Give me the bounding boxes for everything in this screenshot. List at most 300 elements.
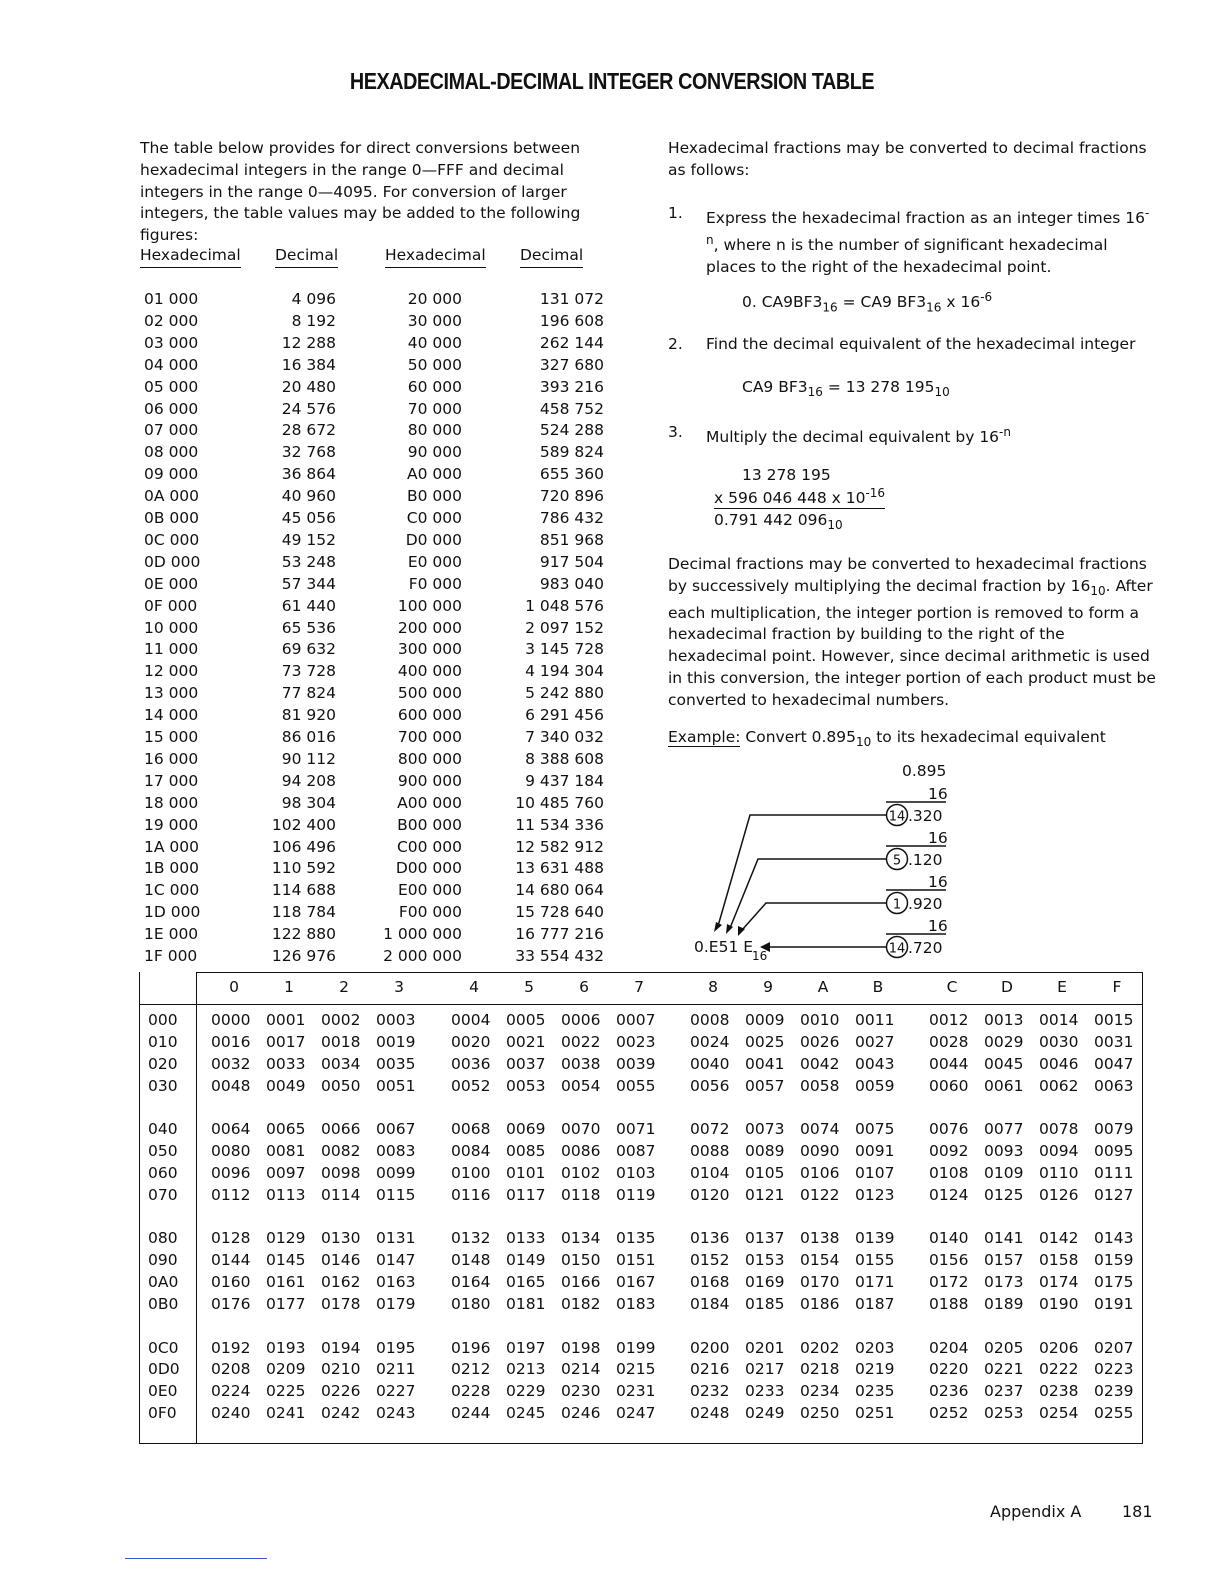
- table-cell: 0069: [506, 1120, 546, 1139]
- table-cell: 0038: [561, 1054, 601, 1073]
- table-cell: 0012: [929, 1011, 969, 1029]
- table-cell: 0201: [745, 1338, 785, 1357]
- table-cell: 0237: [984, 1382, 1024, 1401]
- table-cell: 0094: [1039, 1142, 1079, 1161]
- table-cell: 0022: [561, 1032, 601, 1051]
- header-hex-1: Hexadecimal: [140, 246, 241, 268]
- column-header: 5: [524, 978, 534, 996]
- table-cell: 0219: [855, 1360, 895, 1379]
- conversion-cell: 14 000: [144, 706, 199, 725]
- table-cell: 0170: [800, 1273, 840, 1292]
- table-cell: 0202: [800, 1338, 840, 1357]
- conversion-cell: A00 000: [397, 793, 462, 812]
- table-cell: 0033: [266, 1054, 306, 1073]
- fraction-intro: Hexadecimal fractions may be converted to decimal fractions as follows:: [668, 139, 1147, 179]
- conversion-cell: 10 000: [144, 618, 199, 637]
- table-cell: 0188: [929, 1294, 969, 1313]
- conversion-cell: 19 000: [144, 815, 199, 834]
- table-cell: 0174: [1039, 1273, 1079, 1292]
- table-cell: 0245: [506, 1404, 546, 1423]
- table-cell: 0109: [984, 1163, 1024, 1182]
- step-3-number: 3.: [668, 423, 683, 441]
- table-cell: 0166: [561, 1273, 601, 1292]
- start-value: 0.895: [902, 762, 947, 780]
- table-cell: 0122: [800, 1185, 840, 1204]
- table-cell: 0218: [800, 1360, 840, 1379]
- conversion-row: [0, 575, 620, 597]
- table-cell: 0062: [1039, 1076, 1079, 1095]
- conversion-row: [0, 816, 620, 838]
- table-cell: 0197: [506, 1338, 546, 1357]
- table-cell: 0155: [855, 1251, 895, 1270]
- table-cell: 0157: [984, 1251, 1024, 1270]
- conversion-cell: 28 672: [281, 421, 336, 440]
- table-cell: 0040: [690, 1054, 730, 1073]
- header-dec-2: Decimal: [520, 246, 583, 268]
- table-cell: 0023: [616, 1032, 656, 1051]
- table-cell: 0251: [855, 1404, 895, 1423]
- table-cell: 0211: [376, 1360, 416, 1379]
- table-cell: 0246: [561, 1404, 601, 1423]
- decimal-table: [139, 972, 1143, 1444]
- table-cell: 0150: [561, 1251, 601, 1270]
- conversion-cell: 61 440: [281, 596, 336, 615]
- row-header: 090: [148, 1251, 178, 1270]
- conversion-cell: 16 384: [281, 355, 336, 374]
- conversion-cell: 8 192: [291, 311, 336, 330]
- step-int-4: 14: [888, 941, 906, 957]
- step-2-number: 2.: [668, 335, 683, 353]
- table-cell: 0231: [616, 1382, 656, 1401]
- row-header: 020: [148, 1054, 178, 1073]
- conversion-row: [0, 706, 620, 728]
- table-cell: 0152: [690, 1251, 730, 1270]
- conversion-cell: 24 576: [281, 399, 336, 418]
- conversion-cell: D0 000: [405, 530, 462, 549]
- table-cell: 0005: [506, 1011, 546, 1029]
- conversion-row: [0, 881, 620, 903]
- conversion-cell: 98 304: [281, 793, 336, 812]
- table-cell: 0130: [321, 1229, 361, 1248]
- table-cell: 0252: [929, 1404, 969, 1423]
- conversion-cell: 33 554 432: [515, 947, 604, 965]
- table-cell: 0056: [690, 1076, 730, 1095]
- conversion-cell: 458 752: [539, 399, 604, 418]
- table-cell: 0203: [855, 1338, 895, 1357]
- conversion-cell: 0D 000: [144, 552, 201, 571]
- conversion-row: [0, 684, 620, 706]
- conversion-cell: 102 400: [271, 815, 336, 834]
- table-cell: 0034: [321, 1054, 361, 1073]
- column-header: E: [1057, 978, 1067, 996]
- table-cell: 0050: [321, 1076, 361, 1095]
- conversion-cell: 262 144: [539, 333, 604, 352]
- row-header: 080: [148, 1229, 178, 1248]
- table-cell: 0097: [266, 1163, 306, 1182]
- step-1-text: Express the hexadecimal fraction as an integer times $16^{-n}$, where n is the number of significant hexadecimal places to the right of the hexadecimal point.: [706, 206, 1150, 276]
- table-cell: 0124: [929, 1185, 969, 1204]
- table-cell: 0141: [984, 1229, 1024, 1248]
- table-cell: 0184: [690, 1294, 730, 1313]
- conversion-row: [0, 421, 620, 443]
- table-cell: 0077: [984, 1120, 1024, 1139]
- table-cell: 0210: [321, 1360, 361, 1379]
- page-title: HEXADECIMAL-DECIMAL INTEGER CONVERSION TABLE: [349, 68, 875, 94]
- table-cell: 0146: [321, 1251, 361, 1270]
- conversion-cell: 15 000: [144, 728, 199, 746]
- table-cell: 0153: [745, 1251, 785, 1270]
- table-cell: 0185: [745, 1294, 785, 1313]
- conversion-cell: 20 000: [407, 290, 462, 308]
- header-hex-2: Hexadecimal: [385, 246, 486, 268]
- table-cell: 0123: [855, 1185, 895, 1204]
- conversion-cell: 2 097 152: [525, 618, 604, 637]
- step-3-text: Multiply the decimal equivalent by $16^{-n}$: [706, 425, 1011, 447]
- table-cell: 0215: [616, 1360, 656, 1379]
- table-cell: 0186: [800, 1294, 840, 1313]
- table-cell: 0054: [561, 1076, 601, 1095]
- table-cell: 0162: [321, 1273, 361, 1292]
- conversion-cell: 30 000: [407, 311, 462, 330]
- intro-paragraph: The table below provides for direct conversions between hexadecimal integers in the range 0—FFF and decimal integers in the range 0—4095. For conversion of larger integers, the table values may be added to the following figures:: [140, 139, 581, 245]
- column-header: 3: [394, 978, 404, 996]
- table-cell: 0161: [266, 1273, 306, 1292]
- table-cell: 0028: [929, 1032, 969, 1051]
- table-cell: 0209: [266, 1360, 306, 1379]
- table-cell: 0119: [616, 1185, 656, 1204]
- table-cell: 0208: [211, 1360, 251, 1379]
- table-cell: 0113: [266, 1185, 306, 1204]
- table-cell: 0163: [376, 1273, 416, 1292]
- table-cell: 0249: [745, 1404, 785, 1423]
- table-cell: 0024: [690, 1032, 730, 1051]
- table-cell: 0112: [211, 1185, 251, 1204]
- table-cell: 0154: [800, 1251, 840, 1270]
- table-cell: 0172: [929, 1273, 969, 1292]
- table-cell: 0095: [1094, 1142, 1134, 1161]
- table-cell: 0193: [266, 1338, 306, 1357]
- row-header: 010: [148, 1032, 178, 1051]
- table-cell: 0066: [321, 1120, 361, 1139]
- conversion-row: [0, 400, 620, 422]
- table-cell: 0151: [616, 1251, 656, 1270]
- table-cell: 0131: [376, 1229, 416, 1248]
- conversion-cell: 32 768: [281, 443, 336, 462]
- conversion-row: [0, 619, 620, 641]
- table-cell: 0070: [561, 1120, 601, 1139]
- table-cell: 0226: [321, 1382, 361, 1401]
- table-cell: 0192: [211, 1338, 251, 1357]
- table-cell: 0243: [376, 1404, 416, 1423]
- multiplier-16: 16: [928, 829, 948, 847]
- conversion-cell: 1D 000: [144, 903, 201, 922]
- conversion-cell: 0E 000: [144, 574, 199, 593]
- table-cell: 0049: [266, 1076, 306, 1095]
- conversion-cell: 500 000: [397, 684, 462, 703]
- conversion-cell: 5 242 880: [525, 684, 604, 703]
- table-cell: 0000: [211, 1011, 251, 1029]
- table-cell: 0133: [506, 1229, 546, 1248]
- conversion-cell: 12 582 912: [515, 837, 604, 856]
- conversion-cell: 69 632: [281, 640, 336, 659]
- table-cell: 0030: [1039, 1032, 1079, 1051]
- table-cell: 0128: [211, 1229, 251, 1248]
- table-cell: 0096: [211, 1163, 251, 1182]
- table-cell: 0025: [745, 1032, 785, 1051]
- step-2: [668, 334, 1158, 356]
- conversion-cell: 118 784: [271, 903, 336, 922]
- conversion-row: [0, 772, 620, 794]
- table-cell: 0059: [855, 1076, 895, 1095]
- conversion-cell: C0 000: [406, 509, 462, 527]
- conversion-cell: 200 000: [397, 618, 462, 637]
- conversion-cell: 1E 000: [144, 925, 199, 944]
- table-cell: 0205: [984, 1338, 1024, 1357]
- table-cell: 0044: [929, 1054, 969, 1073]
- table-cell: 0086: [561, 1142, 601, 1161]
- table-cell: 0225: [266, 1382, 306, 1401]
- column-header: 7: [634, 978, 644, 996]
- table-cell: 0088: [690, 1142, 730, 1161]
- table-cell: 0117: [506, 1185, 546, 1204]
- conversion-cell: 13 000: [144, 684, 199, 703]
- step-frac-3: .920: [908, 895, 943, 913]
- table-cell: 0007: [616, 1011, 656, 1029]
- conversion-row: [0, 378, 620, 400]
- table-cell: 0045: [984, 1054, 1024, 1073]
- table-cell: 0105: [745, 1163, 785, 1182]
- table-cell: 0248: [690, 1404, 730, 1423]
- conversion-cell: 3 145 728: [525, 640, 604, 659]
- conversion-cell: F0 000: [408, 574, 462, 593]
- table-cell: 0101: [506, 1163, 546, 1182]
- table-cell: 0227: [376, 1382, 416, 1401]
- conversion-cell: 17 000: [144, 771, 199, 790]
- conversion-row: [0, 487, 620, 509]
- table-cell: 0178: [321, 1294, 361, 1313]
- table-cell: 0242: [321, 1404, 361, 1423]
- conversion-cell: C00 000: [396, 837, 462, 856]
- table-cell: 0058: [800, 1076, 840, 1095]
- table-cell: 0074: [800, 1120, 840, 1139]
- conversion-cell: 1F 000: [144, 947, 198, 965]
- conversion-row: [0, 312, 620, 334]
- conversion-cell: 60 000: [407, 377, 462, 396]
- table-cell: 0143: [1094, 1229, 1134, 1248]
- table-cell: 0110: [1039, 1163, 1079, 1182]
- table-cell: 0013: [984, 1011, 1024, 1029]
- table-cell: 0239: [1094, 1382, 1134, 1401]
- conversion-cell: 65 536: [281, 618, 336, 637]
- table-cell: 0065: [266, 1120, 306, 1139]
- conversion-cell: 4 096: [291, 290, 336, 308]
- table-cell: 0220: [929, 1360, 969, 1379]
- conversion-cell: 16 777 216: [515, 925, 604, 944]
- table-cell: 0004: [451, 1011, 491, 1029]
- table-cell: 0014: [1039, 1011, 1079, 1029]
- step-int-1: 14: [888, 809, 906, 825]
- table-cell: 0173: [984, 1273, 1024, 1292]
- conversion-cell: 15 728 640: [515, 903, 604, 922]
- table-cell: 0067: [376, 1120, 416, 1139]
- table-cell: 0061: [984, 1076, 1024, 1095]
- conversion-row: [0, 859, 620, 881]
- conversion-cell: 7 340 032: [525, 728, 604, 746]
- formula-2: CA9 $BF3_{16} = 13$ 278 $195_{10}$: [742, 378, 950, 400]
- table-cell: 0194: [321, 1338, 361, 1357]
- table-cell: 0236: [929, 1382, 969, 1401]
- table-cell: 0121: [745, 1185, 785, 1204]
- row-header: 0F0: [148, 1404, 177, 1423]
- conversion-cell: 126 976: [271, 947, 336, 965]
- row-header: 0B0: [148, 1294, 179, 1313]
- multiplier-16: 16: [928, 917, 948, 935]
- row-header: 0D0: [148, 1360, 180, 1379]
- table-cell: 0142: [1039, 1229, 1079, 1248]
- table-cell: 0106: [800, 1163, 840, 1182]
- conversion-cell: 720 896: [539, 487, 604, 506]
- conversion-cell: 524 288: [539, 421, 604, 440]
- table-cell: 0206: [1039, 1338, 1079, 1357]
- conversion-cell: 196 608: [539, 311, 604, 330]
- table-cell: 0159: [1094, 1251, 1134, 1270]
- conversion-row: [0, 443, 620, 465]
- conversion-cell: 49 152: [281, 530, 336, 549]
- column-header: 9: [763, 978, 773, 996]
- table-cell: 0118: [561, 1185, 601, 1204]
- conversion-cell: 08 000: [144, 443, 199, 462]
- conversion-cell: 131 072: [539, 290, 604, 308]
- conversion-cell: 327 680: [539, 355, 604, 374]
- row-header: 0E0: [148, 1382, 178, 1401]
- table-cell: 0116: [451, 1185, 491, 1204]
- conversion-cell: 11 000: [144, 640, 199, 659]
- table-cell: 0100: [451, 1163, 491, 1182]
- row-header: 040: [148, 1120, 178, 1139]
- conversion-cell: 94 208: [281, 771, 336, 790]
- table-cell: 0176: [211, 1294, 251, 1313]
- table-cell: 0027: [855, 1032, 895, 1051]
- row-header: 060: [148, 1163, 178, 1182]
- row-header: 0C0: [148, 1338, 179, 1357]
- column-header: F: [1112, 978, 1122, 996]
- step-3: [668, 422, 1158, 447]
- conversion-cell: 0B 000: [144, 509, 200, 527]
- table-cell: 0125: [984, 1185, 1024, 1204]
- table-cell: 0087: [616, 1142, 656, 1161]
- table-cell: 0179: [376, 1294, 416, 1313]
- table-cell: 0091: [855, 1142, 895, 1161]
- table-cell: 0006: [561, 1011, 601, 1029]
- conversion-row: [0, 903, 620, 925]
- step-frac-4: .720: [908, 939, 943, 957]
- conversion-cell: 4 194 304: [525, 662, 604, 681]
- conversion-row: [0, 531, 620, 553]
- table-cell: 0214: [561, 1360, 601, 1379]
- conversion-cell: 80 000: [407, 421, 462, 440]
- table-cell: 0075: [855, 1120, 895, 1139]
- step-1: [668, 203, 1158, 276]
- table-cell: 0080: [211, 1142, 251, 1161]
- table-cell: 0076: [929, 1120, 969, 1139]
- table-cell: 0145: [266, 1251, 306, 1270]
- table-cell: 0148: [451, 1251, 491, 1270]
- conversion-cell: 2 000 000: [383, 947, 462, 965]
- column-header: 8: [708, 978, 718, 996]
- conversion-row: [0, 728, 620, 750]
- table-cell: 0021: [506, 1032, 546, 1051]
- conversion-cell: 06 000: [144, 399, 199, 418]
- table-cell: 0029: [984, 1032, 1024, 1051]
- conversion-cell: 1B 000: [144, 859, 200, 878]
- row-header: 070: [148, 1185, 178, 1204]
- table-cell: 0199: [616, 1338, 656, 1357]
- conversion-cell: 400 000: [397, 662, 462, 681]
- table-cell: 0099: [376, 1163, 416, 1182]
- table-cell: 0137: [745, 1229, 785, 1248]
- table-cell: 0079: [1094, 1120, 1134, 1139]
- conversion-cell: 45 056: [281, 509, 336, 527]
- conversion-cell: A0 000: [407, 465, 462, 484]
- table-cell: 0140: [929, 1229, 969, 1248]
- row-header: 0A0: [148, 1273, 179, 1292]
- table-cell: 0200: [690, 1338, 730, 1357]
- table-cell: 0183: [616, 1294, 656, 1313]
- table-cell: 0042: [800, 1054, 840, 1073]
- table-cell: 0108: [929, 1163, 969, 1182]
- table-cell: 0158: [1039, 1251, 1079, 1270]
- table-cell: 0255: [1094, 1404, 1134, 1423]
- conversion-cell: 9 437 184: [525, 771, 604, 790]
- conversion-cell: 8 388 608: [525, 749, 604, 768]
- table-cell: 0051: [376, 1076, 416, 1095]
- table-cell: 0104: [690, 1163, 730, 1182]
- table-cell: 0216: [690, 1360, 730, 1379]
- table-cell: 0068: [451, 1120, 491, 1139]
- table-cell: 0217: [745, 1360, 785, 1379]
- result-base: 16: [752, 949, 768, 963]
- conversion-cell: 36 864: [281, 465, 336, 484]
- table-cell: 0195: [376, 1338, 416, 1357]
- conversion-cell: 0C 000: [144, 530, 200, 549]
- table-cell: 0001: [266, 1011, 306, 1029]
- table-cell: 0084: [451, 1142, 491, 1161]
- step-1-number: 1.: [668, 204, 683, 222]
- conversion-row: [0, 662, 620, 684]
- step-int-3: 1: [892, 897, 902, 913]
- table-cell: 0019: [376, 1032, 416, 1051]
- table-cell: 0165: [506, 1273, 546, 1292]
- table-cell: 0196: [451, 1338, 491, 1357]
- table-cell: 0032: [211, 1054, 251, 1073]
- footer-label: Appendix A: [990, 1502, 1082, 1521]
- table-cell: 0244: [451, 1404, 491, 1423]
- table-cell: 0071: [616, 1120, 656, 1139]
- table-cell: 0081: [266, 1142, 306, 1161]
- table-cell: 0144: [211, 1251, 251, 1270]
- table-cell: 0247: [616, 1404, 656, 1423]
- conversion-cell: 13 631 488: [515, 859, 604, 878]
- conversion-cell: 983 040: [539, 574, 604, 593]
- conversion-cell: 393 216: [539, 377, 604, 396]
- table-cell: 0120: [690, 1185, 730, 1204]
- conversion-cell: 50 000: [407, 355, 462, 374]
- conversion-cell: 20 480: [281, 377, 336, 396]
- table-cell: 0253: [984, 1404, 1024, 1423]
- step-2-text: Find the decimal equivalent of the hexadecimal integer: [706, 335, 1136, 353]
- conversion-row: [0, 838, 620, 860]
- table-cell: 0020: [451, 1032, 491, 1051]
